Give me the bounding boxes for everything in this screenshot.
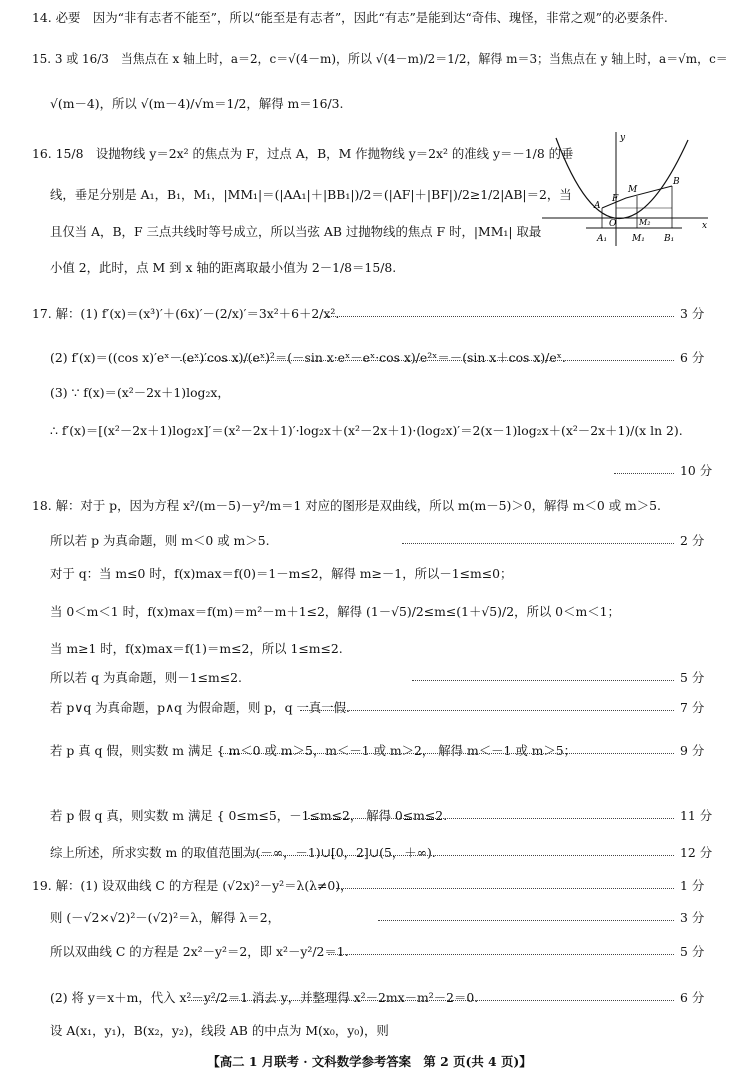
leader-dots bbox=[188, 1000, 674, 1001]
text-line: 所以若 q 为真命题，则－1≤m≤2. bbox=[50, 670, 242, 685]
text-line: 对于 q：当 m≤0 时，f(x)max＝f(0)＝1－m≤2，解得 m≥－1，所以－1≤m≤0； bbox=[50, 566, 513, 581]
leader-dots bbox=[336, 888, 674, 889]
leader-dots bbox=[412, 680, 674, 681]
label-b: B bbox=[673, 177, 680, 187]
parabola-curve bbox=[556, 138, 688, 219]
score-points: 5 分 bbox=[680, 670, 705, 685]
label-m1: M₁ bbox=[632, 234, 645, 244]
label-a1: A₁ bbox=[597, 234, 608, 244]
text-line: 且仅当 A，B，F 三点共线时等号成立，所以当弦 AB 过抛物线的焦点 F 时，|MM₁| 取最 bbox=[50, 224, 542, 239]
score-points: 6 分 bbox=[680, 350, 705, 365]
score-points: 6 分 bbox=[680, 990, 705, 1005]
leader-dots bbox=[328, 954, 674, 955]
label-f: F bbox=[612, 194, 619, 204]
text-line: ∴ f′(x)＝[(x²－2x＋1)log₂x]′＝(x²－2x＋1)′·log₂x＋(x²－2x＋1)·(log₂x)′＝2(x－1)log₂x＋(x²－2x＋1)/(x ln 2). bbox=[50, 423, 683, 438]
text-line: 14. 必要 因为“非有志者不能至”，所以“能至是有志者”，因此“有志”是能到达“奇伟、瑰怪，非常之观”的必要条件. bbox=[32, 10, 668, 25]
text-line: 综上所述，所求实数 m 的取值范围为(－∞，－1)∪[0，2]∪(5，＋∞). bbox=[50, 845, 436, 860]
leader-dots bbox=[614, 473, 674, 474]
text-line: 当 0＜m＜1 时，f(x)max＝f(m)＝m²－m＋1≤2，解得 (1－√5)/2≤m≤(1＋√5)/2，所以 0＜m＜1； bbox=[50, 604, 620, 619]
parabola-figure bbox=[542, 128, 712, 248]
text-line: (3) ∵ f(x)＝(x²－2x＋1)log₂x， bbox=[50, 385, 230, 400]
label-a: A bbox=[594, 201, 601, 211]
label-m: M bbox=[628, 185, 638, 195]
score-points: 9 分 bbox=[680, 743, 705, 758]
text-line: 18. 解：对于 p，因为方程 x²/(m－5)－y²/m＝1 对应的图形是双曲线，所以 m(m－5)＞0，解得 m＜0 或 m＞5. bbox=[32, 498, 661, 513]
leader-dots bbox=[378, 920, 674, 921]
score-points: 1 分 bbox=[680, 878, 705, 893]
label-o: O bbox=[609, 219, 617, 229]
text-line: 若 p 假 q 真，则实数 m 满足 { 0≤m≤5，－1≤m≤2， 解得 0≤m≤2. bbox=[50, 808, 448, 823]
text-line: 设 A(x₁，y₁)，B(x₂，y₂)，线段 AB 的中点为 M(x₀，y₀)，则 bbox=[50, 1023, 389, 1038]
text-line: 若 p∨q 为真命题，p∧q 为假命题，则 p，q 一真一假. bbox=[50, 700, 351, 715]
leader-dots bbox=[402, 543, 674, 544]
score-points: 5 分 bbox=[680, 944, 705, 959]
text-line: 若 p 真 q 假，则实数 m 满足 { m＜0 或 m＞5，m＜－1 或 m＞2， 解得 m＜－1 或 m＞5； bbox=[50, 743, 577, 758]
leader-dots bbox=[326, 316, 674, 317]
text-line: 则 (－√2×√2)²－(√2)²＝λ，解得 λ＝2， bbox=[50, 910, 280, 925]
text-line: 所以若 p 为真命题，则 m＜0 或 m＞5. bbox=[50, 533, 270, 548]
y-axis-label: y bbox=[620, 133, 626, 143]
score-points: 11 分 bbox=[680, 808, 713, 823]
text-line: 线，垂足分别是 A₁，B₁，M₁，|MM₁|＝(|AA₁|＋|BB₁|)/2＝(|AF|＋|BF|)/2≥1/2|AB|＝2，当 bbox=[50, 187, 572, 202]
score-points: 12 分 bbox=[680, 845, 713, 860]
score-points: 3 分 bbox=[680, 910, 705, 925]
leader-dots bbox=[180, 360, 674, 361]
label-b1: B₁ bbox=[664, 234, 675, 244]
text-line: (2) f′(x)＝((cos x)′eˣ－(eˣ)′cos x)/(eˣ)²＝(－sin x·eˣ－eˣ·cos x)/e²ˣ＝－(sin x＋cos x)/eˣ. bbox=[50, 350, 566, 365]
text-line: 19. 解：(1) 设双曲线 C 的方程是 (√2x)²－y²＝λ(λ≠0)， bbox=[32, 878, 353, 893]
score-points: 3 分 bbox=[680, 306, 705, 321]
x-axis-label: x bbox=[702, 221, 708, 231]
score-points: 7 分 bbox=[680, 700, 705, 715]
leader-dots bbox=[300, 710, 674, 711]
leader-dots bbox=[234, 855, 674, 856]
leader-dots bbox=[308, 818, 674, 819]
text-line: 当 m≥1 时，f(x)max＝f(1)＝m≤2，所以 1≤m≤2. bbox=[50, 641, 343, 656]
text-line: 16. 15/8 设抛物线 y＝2x² 的焦点为 F，过点 A，B，M 作抛物线 y＝2x² 的准线 y＝－1/8 的垂 bbox=[32, 146, 574, 161]
leader-dots bbox=[220, 753, 674, 754]
score-points: 2 分 bbox=[680, 533, 705, 548]
text-line: 17. 解：(1) f′(x)＝(x³)′＋(6x)′－(2/x)′＝3x²＋6＋2/x². bbox=[32, 306, 340, 321]
text-line: √(m－4)，所以 √(m－4)/√m＝1/2，解得 m＝16/3. bbox=[50, 96, 344, 111]
score-points: 10 分 bbox=[680, 463, 713, 478]
label-m2: M₂ bbox=[639, 218, 651, 227]
text-line: 所以双曲线 C 的方程是 2x²－y²＝2，即 x²－y²/2＝1. bbox=[50, 944, 349, 959]
text-line: 15. 3 或 16/3 当焦点在 x 轴上时，a＝2，c＝√(4－m)，所以 √(4－m)/2＝1/2，解得 m＝3；当焦点在 y 轴上时，a＝√m，c＝ bbox=[32, 51, 728, 66]
text-line: 小值 2，此时，点 M 到 x 轴的距离取最小值为 2－1/8＝15/8. bbox=[50, 260, 397, 275]
page-footer: 【高二 1 月联考 · 文科数学参考答案 第 2 页(共 4 页)】 bbox=[207, 1054, 532, 1069]
text-line: (2) 将 y＝x＋m，代入 x²－y²/2＝1 消去 y，并整理得 x²－2mx－m²－2＝0. bbox=[50, 990, 479, 1005]
